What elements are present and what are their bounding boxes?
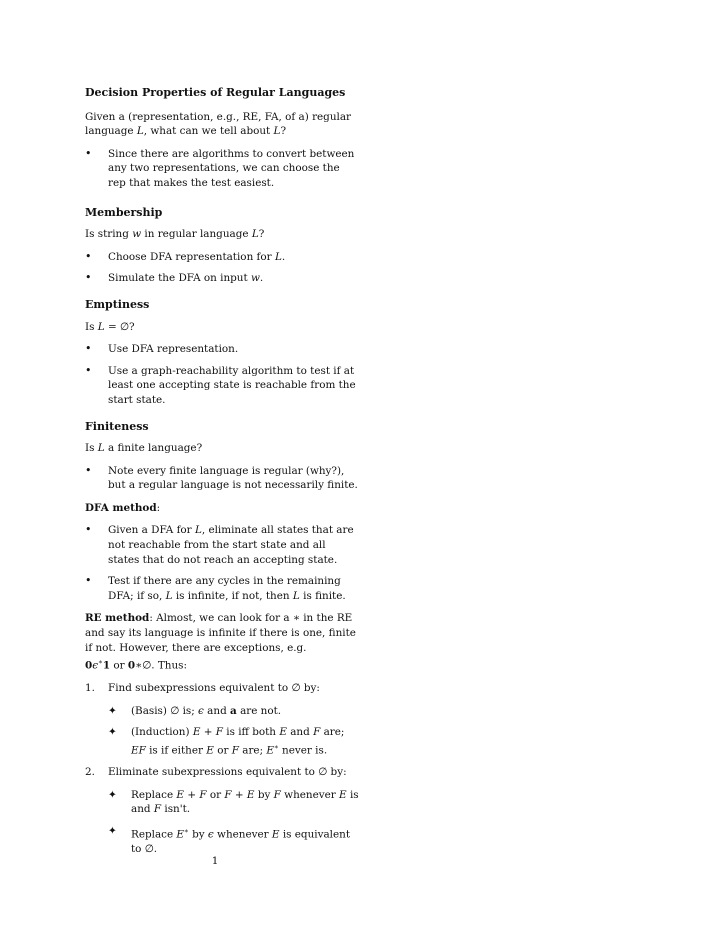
dfa-method-heading: DFA method:	[85, 501, 161, 514]
re-method-paragraph: RE method: Almost, we can look for a ∗ in the RE and say its language is infinite if there is one, finite if not. However, there are exceptions, e.g. 0ϵ∗1 or 0∗∅. Thus:	[85, 612, 356, 672]
dfa-method-bullets	[85, 523, 360, 603]
membership-question: Is string w in regular language L?	[85, 228, 265, 241]
list-item: • Given a DFA for L, eliminate all states that are not reachable from the start state and all states that do not reach an accepting state.	[85, 523, 360, 567]
intro-paragraph: Given a (representation, e.g., RE, FA, of a) regular language L, what can we tell about L?	[85, 110, 352, 138]
step-2-subitems	[108, 788, 360, 857]
list-item: 1. Find subexpressions equivalent to ∅ by: ✦ (Basis) ∅ is; ϵ and a are not. ✦ (Induction) E + F is iff both E and F are; EF is if either E or F are; E∗ never is.	[85, 681, 360, 758]
emptiness-question: Is L = ∅?	[85, 320, 135, 333]
step-1-subitems	[108, 704, 360, 758]
list-item: 2. Eliminate subexpressions equivalent to ∅ by: ✦ Replace E + F or F + E by F whenever E is and F isn't. ✦ Replace E∗ by ϵ whenever E is equivalent to ∅.	[85, 765, 360, 856]
list-item: ✦ Replace E + F or F + E by F whenever E is and F isn't.	[108, 788, 360, 817]
finiteness-question: Is L a finite language?	[85, 442, 203, 455]
page-title: Decision Properties of Regular Languages	[85, 86, 346, 99]
finiteness-bullets	[85, 464, 360, 493]
list-item: • Use DFA representation.	[85, 342, 360, 357]
list-item: • Simulate the DFA on input w.	[85, 271, 360, 286]
membership-heading: Membership	[85, 205, 163, 219]
list-item: • Note every finite language is regular (why?), but a regular language is not necessarily finite.	[85, 464, 360, 493]
document-page	[85, 84, 360, 857]
emptiness-bullets	[85, 342, 360, 407]
list-item: ✦ (Induction) E + F is iff both E and F are; EF is if either E or F are; E∗ never is.	[108, 725, 360, 758]
re-method-steps	[85, 681, 360, 856]
list-item: • Choose DFA representation for L.	[85, 250, 360, 265]
list-item: ✦ Replace E∗ by ϵ whenever E is equivalent to ∅.	[108, 824, 360, 857]
list-item: • Since there are algorithms to convert between any two representations, we can choose the rep that makes the test easiest.	[85, 147, 360, 191]
finiteness-heading: Finiteness	[85, 419, 149, 433]
intro-bullets	[85, 147, 360, 191]
membership-bullets	[85, 250, 360, 286]
list-item: • Use a graph-reachability algorithm to test if at least one accepting state is reachable from the start state.	[85, 364, 360, 408]
list-item: ✦ (Basis) ∅ is; ϵ and a are not.	[108, 704, 360, 719]
list-item: • Test if there are any cycles in the remaining DFA; if so, L is infinite, if not, then L is finite.	[85, 574, 360, 603]
page-number: 1	[211, 855, 219, 867]
emptiness-heading: Emptiness	[85, 297, 150, 311]
